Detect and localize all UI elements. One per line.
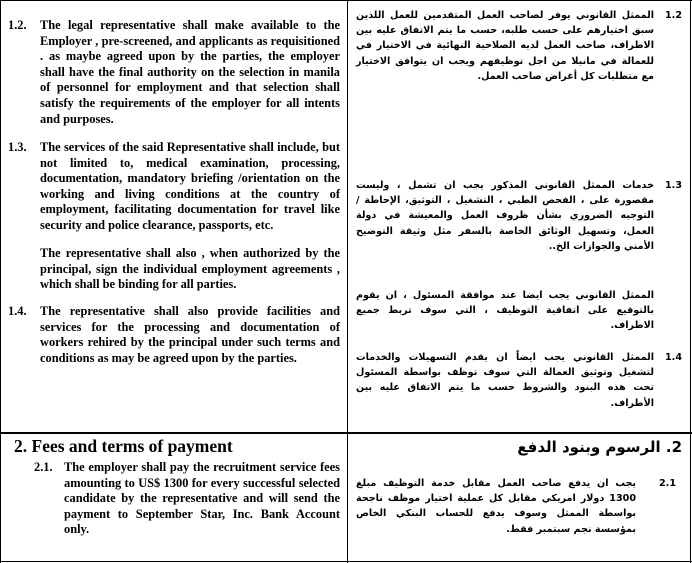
clause-number: 1.3 bbox=[665, 180, 682, 191]
english-column-section2 bbox=[0, 434, 347, 561]
clause-text: The services of the said Representative shall include, but not limited to, medical examination, processing, documentation, mandatory briefing /orientation on the working and living conditions at the country of employment, facilitating documentation for travel like security and police clearance, passports, etc. bbox=[40, 140, 340, 232]
clause-text: The representative shall also provide facilities and services for the processing and documentation of workers rehired by the principal under such terms and conditions as may be agreed upon by the parties. bbox=[40, 304, 340, 365]
table-border-bottom bbox=[0, 561, 692, 562]
clause-number: 1.2. bbox=[8, 18, 27, 32]
clause-text: الممثل القانوني يوفر لصاحب العمل المتقدمين للعمل اللذين سبق اختيارهم على حسب طلبه، حسب ما يتم الاتفاق عليه بين الاطراف، صاحب العمل لديه الصلاحية النهائية في الاختيار في للعمالة في مانيلا من اجل توظيفهم ويجب ان يتوافق الاختيار مع متطلبات كل أغراض صاحب العمل. bbox=[356, 10, 654, 82]
section-heading-en: 2. Fees and terms of payment bbox=[14, 436, 233, 456]
clause-number: 2.1 bbox=[659, 478, 676, 489]
arabic-column-section1 bbox=[348, 0, 690, 432]
section-heading-ar: 2. الرسوم وبنود الدفع bbox=[517, 438, 682, 456]
clause-number: 2.1. bbox=[34, 460, 53, 474]
english-column-section1 bbox=[0, 0, 347, 432]
clause-number: 1.2 bbox=[665, 10, 682, 21]
clause-number: 1.4. bbox=[8, 304, 27, 318]
clause-number: 1.4 bbox=[665, 352, 682, 363]
clause-text: الممثل القانوني يجب ايضاً ان يقدم التسهيلات والخدمات لتشغيل وتوثيق العمالة التي سوف توظف بواسطة المسئول تحت هذه البنود والشروط حسب ما يتم الاتفاق عليه بين الأطراف. bbox=[356, 352, 654, 409]
clause-number: 1.3. bbox=[8, 140, 27, 154]
table-border-right bbox=[690, 0, 691, 563]
clause-text: يجب ان يدفع صاحب العمل مقابل خدمة التوظيف مبلغ 1300 دولار امريكي مقابل كل عملية اختيار موظف ناجحة بواسطة الممثل وسوف يدفع للحساب البنكي الخاص بمؤسسة نجم سبتمبر فقط. bbox=[356, 478, 636, 535]
clause-text: The representative shall also , when authorized by the principal, sign the individual employment agreements , which shall be binding for all parties. bbox=[40, 246, 340, 292]
clause-text: الممثل القانوني يجب ايضا عند موافقة المسئول ، ان يقوم بالتوقيع على اتفاقية التوظيف ، التي سوف تربط جميع الاطراف. bbox=[356, 290, 654, 332]
clause-text: خدمات الممثل القانوني المذكور يجب ان تشمل ، وليست مقصورة على ، الفحص الطبي ، التشغيل ، التوثيق، الإحاطة / التوجيه الضروري بشأن ظروف العمل والمعيشة في دولة العمل، وتسهيل الوثائق الخاصة بالسفر مثل وثيقة التوضيح الأمني والجوازات الخ.. bbox=[356, 180, 654, 252]
clause-text: The legal representative shall make available to the Employer , pre-screened, and applicants as requisitioned . as maybe agreed upon by the parties, the employer shall have the final authority on the selection in manila of personnel for employment and that selection shall satisfy the requirements of the employer for all intents and purposes. bbox=[40, 18, 340, 126]
arabic-column-section2 bbox=[348, 434, 690, 561]
clause-text: The employer shall pay the recruitment service fees amounting to US$ 1300 for every successful selected candidate by the representative and will send the payment to September Star, Inc. Bank Account only. bbox=[64, 460, 340, 537]
